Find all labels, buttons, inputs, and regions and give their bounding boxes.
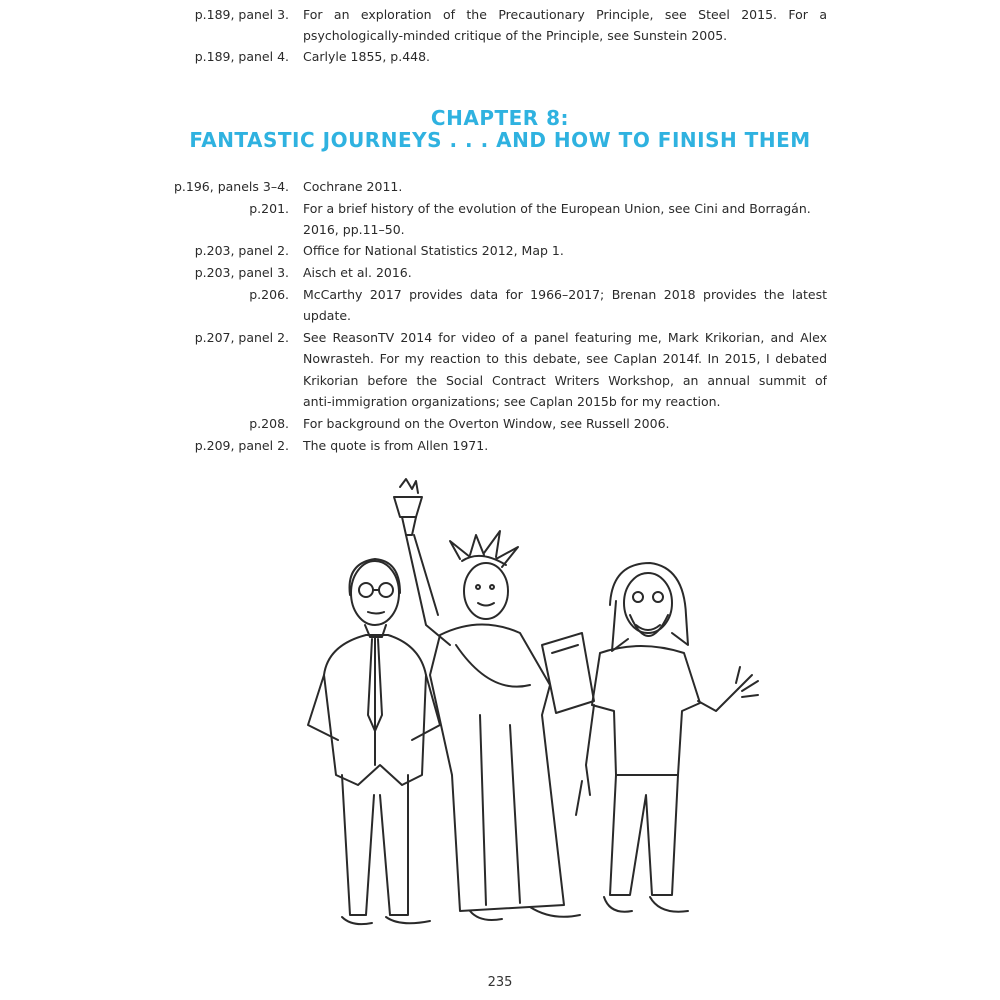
- note-p189-panel3: [0, 4, 1000, 26]
- note-continuation: [0, 348, 1000, 370]
- note-reference: p.206.: [249, 287, 289, 302]
- illustration: [280, 475, 780, 955]
- note-reference: p.201.: [249, 201, 289, 216]
- note-continuation: [0, 305, 1000, 327]
- note-p196: [0, 176, 1000, 198]
- note-text: Aisch et al. 2016.: [303, 265, 412, 280]
- note-reference: p.207, panel 2.: [194, 330, 289, 345]
- chapter-title: FANTASTIC JOURNEYS . . . AND HOW TO FINISH THEM: [189, 128, 811, 152]
- note-continuation: [0, 219, 1000, 241]
- note-text: anti-immigration organizations; see Caplan 2015b for my reaction.: [303, 394, 721, 409]
- note-reference: p.209, panel 2.: [194, 438, 289, 453]
- bearded-man-figure: [576, 563, 758, 912]
- note-text: For an exploration of the Precautionary Principle, see Steel 2015. For a: [303, 7, 827, 22]
- note-text: update.: [303, 308, 352, 323]
- page-number: 235: [487, 975, 513, 990]
- note-p208: [0, 413, 1000, 435]
- note-reference: p.208.: [249, 416, 289, 431]
- note-p207-panel2: [0, 327, 1000, 349]
- note-reference: p.203, panel 2.: [194, 243, 289, 258]
- note-p189-panel4: [0, 46, 1000, 68]
- note-text: 2016, pp.11–50.: [303, 222, 405, 237]
- note-text: For a brief history of the evolution of the European Union, see Cini and Borragán.: [303, 201, 811, 216]
- note-text: For background on the Overton Window, see Russell 2006.: [303, 416, 670, 431]
- note-text: Cochrane 2011.: [303, 179, 403, 194]
- note-continuation: [0, 25, 1000, 47]
- chapter-label: CHAPTER 8:: [430, 106, 570, 130]
- note-reference: p.189, panel 4.: [194, 49, 289, 64]
- note-p201: [0, 198, 1000, 220]
- note-text: Krikorian before the Social Contract Writers Workshop, an annual summit of: [303, 373, 827, 388]
- statue-of-liberty-figure: [394, 479, 594, 920]
- note-reference: p.189, panel 3.: [194, 7, 289, 22]
- note-p203-panel3: [0, 262, 1000, 284]
- man-in-suit-figure: [308, 559, 440, 924]
- note-text: The quote is from Allen 1971.: [303, 438, 489, 453]
- note-p209-panel2: [0, 435, 1000, 457]
- note-reference: p.203, panel 3.: [194, 265, 289, 280]
- note-continuation: [0, 391, 1000, 413]
- note-text: See ReasonTV 2014 for video of a panel featuring me, Mark Krikorian, and Alex: [303, 330, 827, 345]
- note-reference: p.196, panels 3–4.: [173, 179, 289, 194]
- note-continuation: [0, 370, 1000, 392]
- note-text: Carlyle 1855, p.448.: [303, 49, 431, 64]
- note-p203-panel2: [0, 240, 1000, 262]
- note-p206: [0, 284, 1000, 306]
- note-text: psychologically-minded critique of the Principle, see Sunstein 2005.: [303, 28, 728, 43]
- note-text: Office for National Statistics 2012, Map 1.: [303, 243, 564, 258]
- note-text: McCarthy 2017 provides data for 1966–2017; Brenan 2018 provides the latest: [303, 287, 827, 302]
- note-text: Nowrasteh. For my reaction to this debate, see Caplan 2014f. In 2015, I debated: [303, 351, 827, 366]
